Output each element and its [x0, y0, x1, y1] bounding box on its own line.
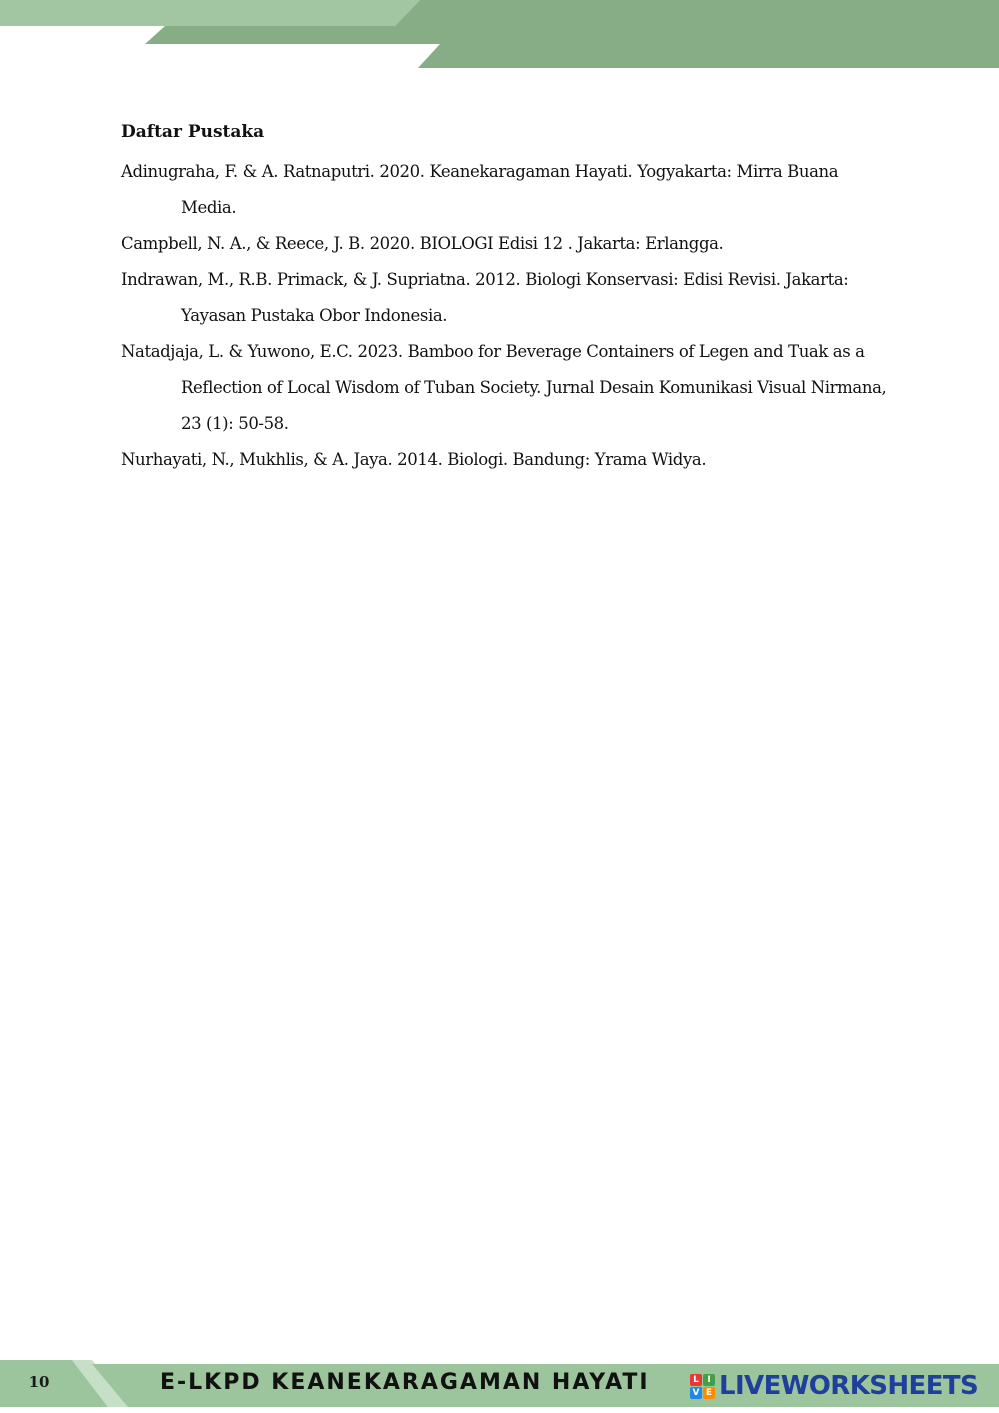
logo-letter: V [690, 1387, 702, 1399]
page-number: 10 [28, 1373, 50, 1391]
reference-item: Indrawan, M., R.B. Primack, & J. Supriatna. 2012. Biologi Konservasi: Edisi Revisi. Jakarta: Yayasan Pustaka Obor Indonesia. [121, 270, 849, 325]
reference-item: Nurhayati, N., Mukhlis, & A. Jaya. 2014. Biologi. Bandung: Yrama Widya. [121, 450, 707, 469]
footer-title: E-LKPD KEANEKARAGAMAN HAYATI [160, 1370, 650, 1395]
header-decoration [0, 0, 999, 70]
reference-item: Campbell, N. A., & Reece, J. B. 2020. BIOLOGI Edisi 12 . Jakarta: Erlangga. [121, 234, 724, 253]
reference-item: Natadjaja, L. & Yuwono, E.C. 2023. Bamboo for Beverage Containers of Legen and Tuak as a Reflection of Local Wisdom of Tuban Society. Jurnal Desain Komunikasi Visual Nirmana, 23 (1): 50-58. [121, 342, 887, 433]
header-band-middle [145, 26, 999, 44]
header-band-bottom [418, 44, 999, 68]
header-band-light [0, 0, 420, 26]
logo-letter: L [690, 1374, 702, 1386]
header-band-top [395, 0, 999, 26]
liveworksheets-logo [690, 1370, 978, 1402]
reference-item: Adinugraha, F. & A. Ratnaputri. 2020. Keanekaragaman Hayati. Yogyakarta: Mirra Buana Media. [121, 162, 839, 217]
bibliography-section [121, 118, 891, 478]
brand-text: LIVEWORKSHEETS [719, 1371, 979, 1401]
logo-letter: E [703, 1387, 715, 1399]
liveworksheets-icon [690, 1374, 715, 1399]
logo-letter: I [703, 1374, 715, 1386]
bibliography-heading: Daftar Pustaka [121, 122, 265, 142]
